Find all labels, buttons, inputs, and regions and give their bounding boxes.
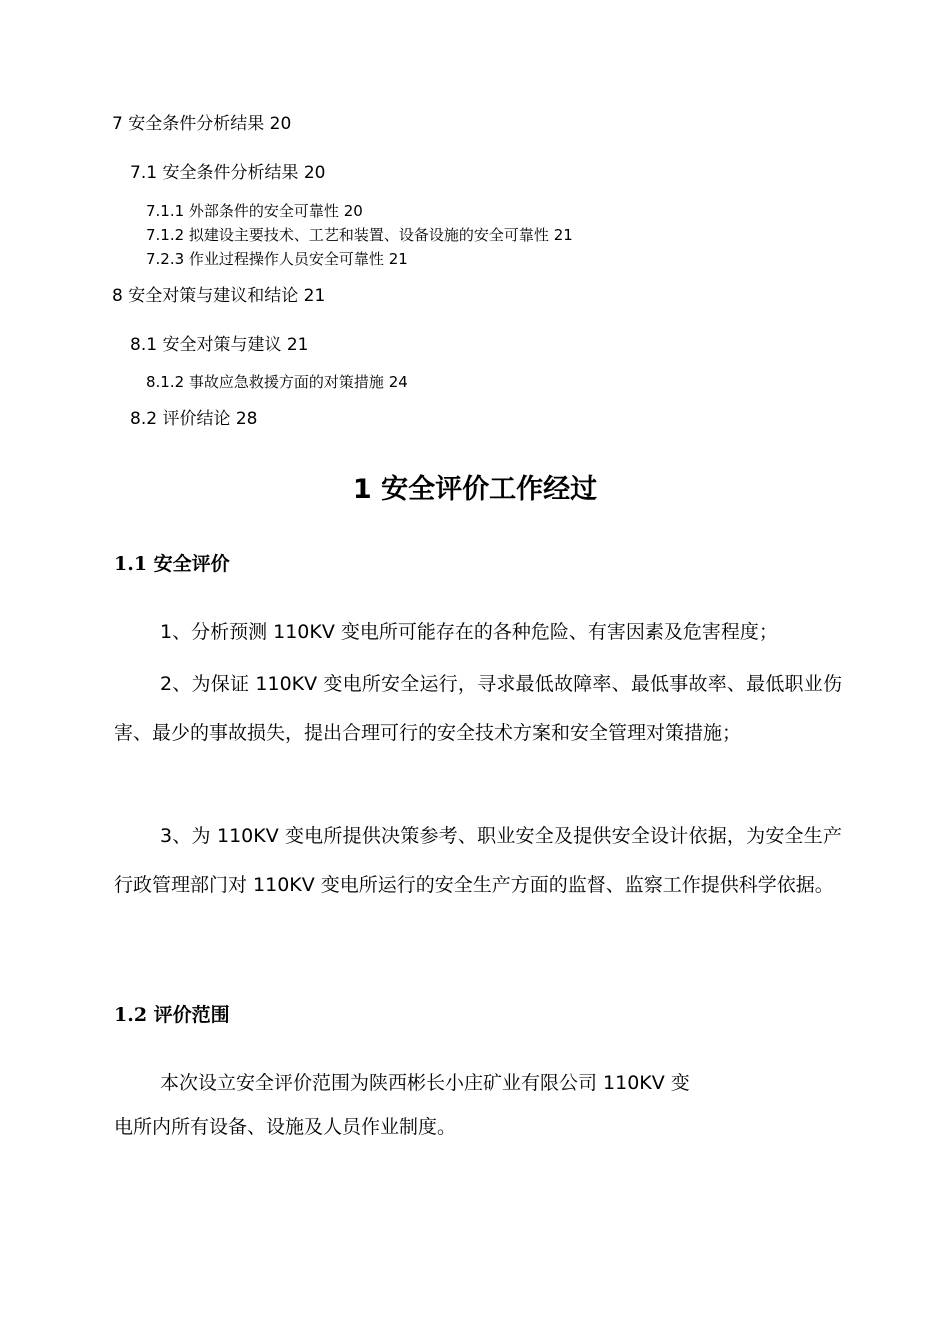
paragraph: 1、分析预测 110KV 变电所可能存在的各种危险、有害因素及危害程度； <box>160 621 778 643</box>
paragraph: 3、为 110KV 变电所提供决策参考、职业安全及提供安全设计依据，为安全生产行政管理部门对 110KV 变电所运行的安全生产方面的监督、监察工作提供科学依据。 <box>114 825 842 896</box>
section-heading: 1.2 评价范围 <box>114 1004 230 1026</box>
chapter-title: 1 安全评价工作经过 <box>352 474 598 505</box>
section-heading: 1.1 安全评价 <box>114 553 230 575</box>
toc-item[interactable]: 8.2 评价结论 28 <box>130 409 258 429</box>
toc-item[interactable]: 8.1 安全对策与建议 21 <box>130 335 309 355</box>
paragraph: 本次设立安全评价范围为陕西彬长小庄矿业有限公司 110KV 变 <box>160 1072 690 1094</box>
paragraph: 电所内所有设备、设施及人员作业制度。 <box>114 1116 457 1138</box>
paragraph: 2、为保证 110KV 变电所安全运行，寻求最低故障率、最低事故率、最低职业伤害、最少的事故损失，提出合理可行的安全技术方案和安全管理对策措施； <box>114 673 842 744</box>
toc-item[interactable]: 7 安全条件分析结果 20 <box>112 114 292 134</box>
toc-item[interactable]: 8.1.2 事故应急救援方面的对策措施 24 <box>146 373 408 391</box>
toc-item[interactable]: 7.1.2 拟建设主要技术、工艺和装置、设备设施的安全可靠性 21 <box>146 226 573 244</box>
toc-item[interactable]: 7.2.3 作业过程操作人员安全可靠性 21 <box>146 250 408 268</box>
toc-item[interactable]: 8 安全对策与建议和结论 21 <box>112 286 326 306</box>
toc-item[interactable]: 7.1 安全条件分析结果 20 <box>130 163 326 183</box>
toc-item[interactable]: 7.1.1 外部条件的安全可靠性 20 <box>146 202 363 220</box>
